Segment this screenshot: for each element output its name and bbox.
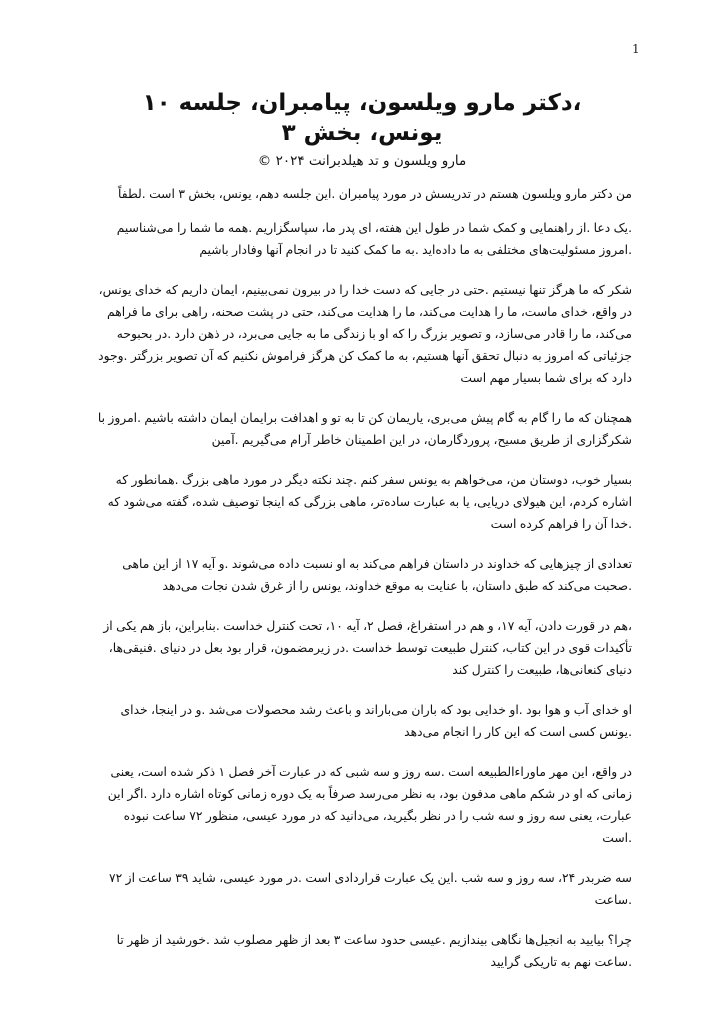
document-body — [92, 183, 632, 991]
paragraph: ،هم در قورت دادن، آیه ۱۷، و هم در استفراغ، فصل ۲، آیه ۱۰، تحت کنترل خداست .بنابراین، باز هم یکی از تأکیدات قوی در این کتاب، کنترل طبیعت توسط خداست .در زیرمضمون، قرار بود بعل در دنیای .فنیقی‌ها، دنیای کنعانی‌ها، طبیعت را کنترل کند — [103, 619, 632, 677]
paragraph: من دکتر مارو ویلسون هستم در تدریسش در مورد پیامبران .این جلسه دهم، یونس، بخش ۳ است .لطفاً — [117, 187, 632, 201]
paragraph: در واقع، این مهر ماوراءالطبیعه است .سه روز و سه شبی که در عبارت آخر فصل ۱ ذکر شده است، یعنی زمانی که او در شکم ماهی مدفون بود، به نظر می‌رسد صرفاً به یک دوره زمانی کوتاه اشاره دارد .اگر این عبارت، یعنی سه روز و سه شب را در نظر بگیرید، می‌دانید که در مورد عیسی، منظور ۷۲ ساعت نبوده .است — [107, 765, 632, 845]
document-title: ،دکتر مارو ویلسون، پیامبران، جلسه ۱۰ — [142, 90, 582, 116]
paragraph: همچنان که ما را گام به گام پیش می‌بری، یاریمان کن تا به تو و اهدافت برایمان ایمان داشته باشیم .امروز با شکرگزاری از طریق مسیح، پروردگارمان، در این اطمینان خاطر آرام می‌گیریم .آمین — [97, 411, 632, 447]
paragraph: چرا؟ بیایید به انجیل‌ها نگاهی بیندازیم .عیسی حدود ساعت ۳ بعد از ظهر مصلوب شد .خورشید از ظهر تا .ساعت نهم به تاریکی گرایید — [116, 933, 632, 969]
paragraph: بسیار خوب، دوستان من، می‌خواهم به یونس سفر کنم .چند نکته دیگر در مورد ماهی بزرگ .همانطور که اشاره کردم، این هیولای دریایی، یا به عبارت ساده‌تر، ماهی بزرگی که اینجا توصیف شده، گفته می‌شود که .خدا آن را فراهم کرده است — [107, 473, 632, 531]
paragraph: .یک دعا .از راهنمایی و کمک شما در طول این هفته، ای پدر ما، سپاسگزاریم .همه ما شما را می‌شناسیم .امروز مسئولیت‌های مختلفی به ما داده‌اید .به ما کمک کنید تا در انجام آنها وفادار باشیم — [116, 221, 632, 257]
document-title-line-2: یونس، بخش ۳ — [281, 120, 443, 146]
paragraph: سه ضربدر ۲۴، سه روز و سه شب .این یک عبارت قراردادی است .در مورد عیسی، شاید ۳۹ ساعت از ۷۲ .ساعت — [109, 871, 632, 907]
paragraph: شکر که ما هرگز تنها نیستیم .حتی در جایی که دست خدا را در بیرون نمی‌بینیم، ایمان داریم که خدای یونس، در واقع، خدای ماست، ما را هدایت می‌کند، ما را هدایت می‌کند، حتی در پشت صحنه، راهی برای ما فراهم می‌کند، ما را قادر می‌سازد، و تصویر بزرگ را که او با زندگی ما به جایی می‌برد، در ذهن دارد .در بحبوحه جزئیاتی که امروز به دنبال تحقق آنها هستیم، به ما کمک کن هرگز فراموش نکنیم که آن تصویر بزرگتر .وجود دارد که برای شما بسیار مهم است — [98, 283, 632, 385]
page-number: 1 — [632, 42, 640, 56]
paragraph: او خدای آب و هوا بود .او خدایی بود که باران می‌باراند و باعث رشد محصولات می‌شد .و در اینجا، خدای .یونس کسی است که این کار را انجام می‌دهد — [120, 703, 632, 739]
paragraph: تعدادی از چیزهایی که خداوند در داستان فراهم می‌کند به او نسبت داده می‌شوند .و آیه ۱۷ از این ماهی .صحبت می‌کند که طبق داستان، با عنایت به موقع خداوند، یونس را از غرق شدن نجات می‌دهد — [122, 557, 632, 593]
document-subtitle: مارو ویلسون و تد هیلدبرانت ۲۰۲۴ © — [257, 153, 467, 169]
title-block — [90, 88, 634, 172]
